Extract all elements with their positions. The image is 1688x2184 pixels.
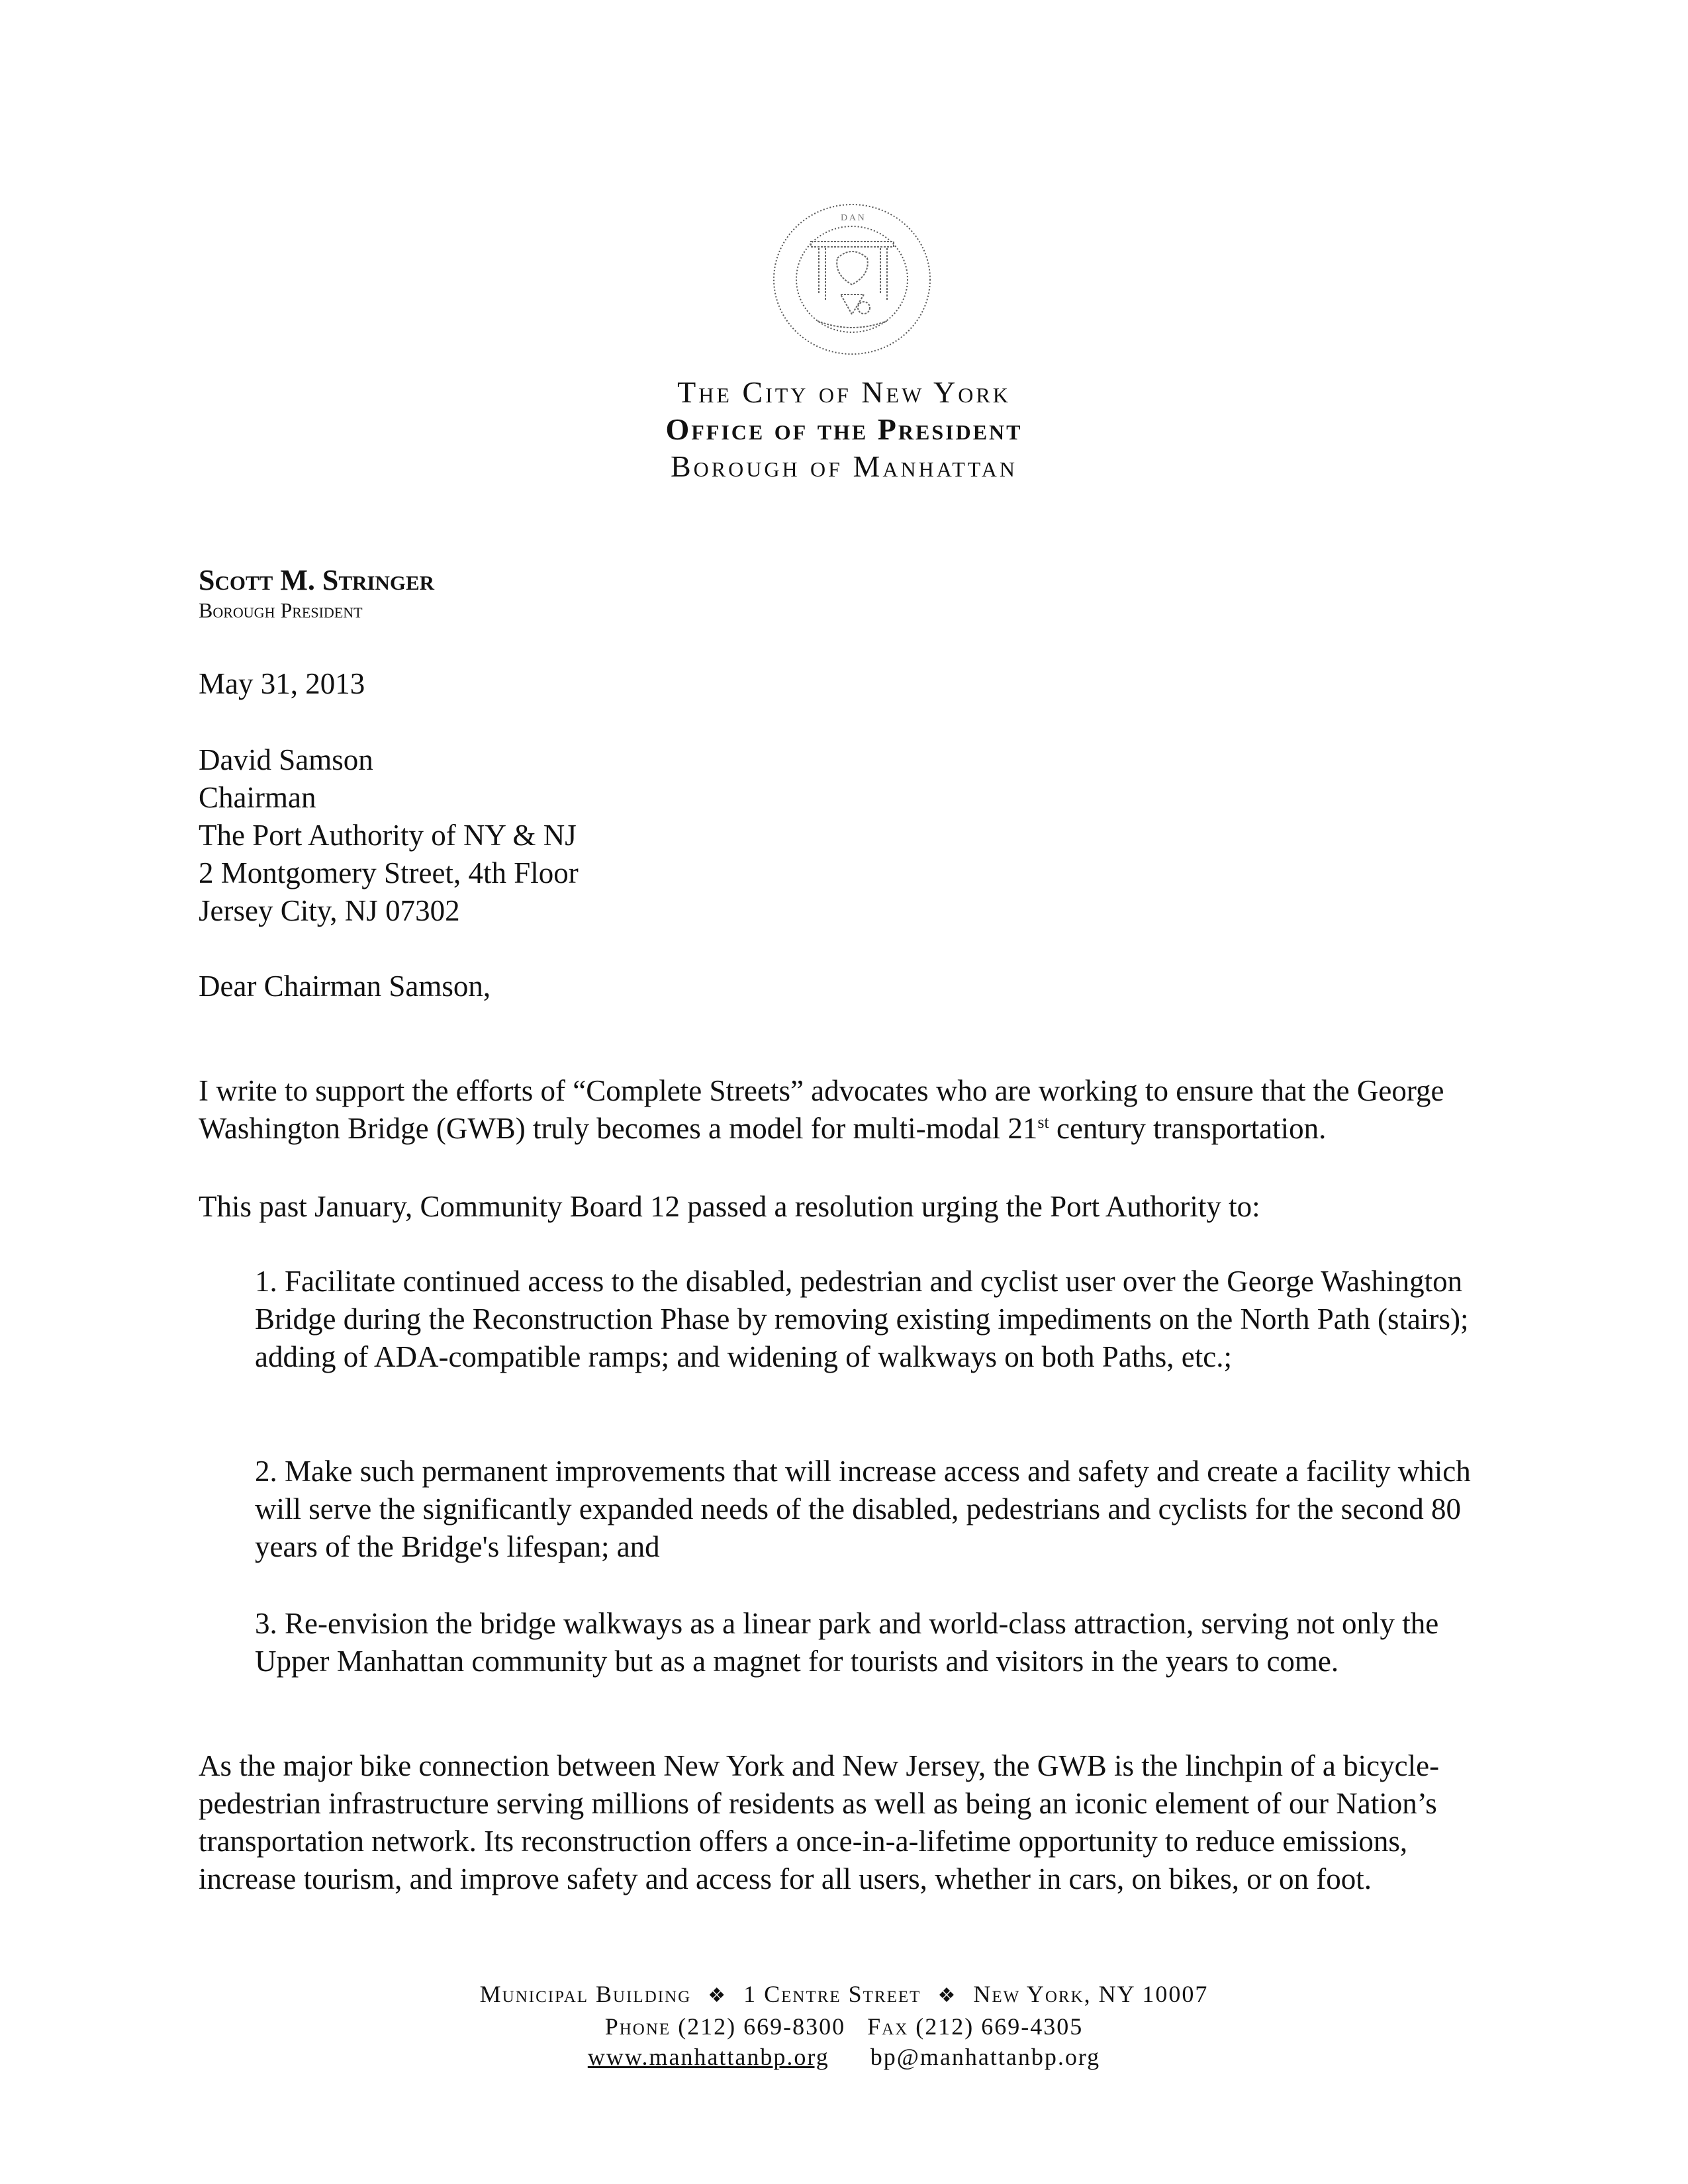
paragraph-intro-text-end: century transportation. <box>1049 1112 1327 1145</box>
footer-address-line <box>0 1979 1688 2011</box>
svg-text:D A N: D A N <box>841 213 865 223</box>
paragraph-intro-text: I write to support the efforts of “Complete Streets” advocates who are working to ensure that the George Washington Bridge (GWB) truly becomes a model for multi-modal 21 <box>199 1074 1444 1145</box>
letterhead-office: Office of the President <box>665 412 1023 446</box>
sender-block <box>199 564 434 623</box>
recipient-street: 2 Montgomery Street, 4th Floor <box>199 856 579 889</box>
ordinal-superscript: st <box>1037 1113 1049 1132</box>
recipient-address <box>199 741 1496 930</box>
recipient-organization: The Port Authority of NY & NJ <box>199 819 577 852</box>
paragraph-gwb-importance: As the major bike connection between New York and New Jersey, the GWB is the linchpin of a bicycle-pedestrian infrastructure serving millions of residents as well as being an iconic element of our Nation’s transportation network. Its reconstruction offers a once-in-a-lifetime opportunity to reduce emissions, increase tourism, and improve safety and access for all users, whether in cars, on bikes, or on foot. <box>199 1749 1440 1895</box>
letterhead-borough: Borough of Manhattan <box>670 449 1018 483</box>
fax-number: (212) 669-4305 <box>915 2013 1084 2040</box>
letterhead <box>0 374 1688 485</box>
recipient-city: Jersey City, NJ 07302 <box>199 894 460 927</box>
paragraph-intro <box>199 1072 1496 1148</box>
recipient-title: Chairman <box>199 781 316 814</box>
diamond-separator-icon: ❖ <box>708 1985 727 2007</box>
sender-name: Scott M. Stringer <box>199 564 435 596</box>
website-link[interactable]: www.manhattanbp.org <box>587 2044 829 2070</box>
letter-date: May 31, 2013 <box>199 667 365 700</box>
fax-label: Fax <box>867 2013 909 2040</box>
resolution-item-2: 2. Make such permanent improvements that will increase access and safety and create a facility which will serve the significantly expanded needs of the disabled, pedestrians and cyclists for the second 80 years of the Bridge's lifespan; and <box>255 1455 1471 1563</box>
diamond-separator-icon: ❖ <box>937 1985 957 2007</box>
footer-street: 1 Centre Street <box>743 1981 921 2007</box>
phone-label: Phone <box>604 2013 671 2040</box>
footer-web-line <box>0 2042 1688 2072</box>
letterhead-footer <box>0 1979 1688 2072</box>
email-address: bp@manhattanbp.org <box>870 2044 1101 2070</box>
paragraph-resolution-intro: This past January, Community Board 12 passed a resolution urging the Port Authority to: <box>199 1190 1260 1223</box>
letterhead-city: The City of New York <box>677 375 1011 409</box>
footer-city: New York, NY 10007 <box>973 1981 1209 2007</box>
borough-president-seal-icon <box>771 202 933 357</box>
salutation: Dear Chairman Samson, <box>199 970 491 1003</box>
resolution-item-1: 1. Facilitate continued access to the disabled, pedestrian and cyclist user over the George Washington Bridge during the Reconstruction Phase by removing existing impediments on the North Path (stairs); adding of ADA-compatible ramps; and widening of walkways on both Paths, etc.; <box>255 1265 1469 1373</box>
footer-building: Municipal Building <box>479 1981 692 2007</box>
recipient-name: David Samson <box>199 743 373 776</box>
resolution-item-3: 3. Re-envision the bridge walkways as a linear park and world-class attraction, serving not only the Upper Manhattan community but as a magnet for tourists and visitors in the years to come. <box>255 1607 1439 1678</box>
sender-title: Borough President <box>199 598 363 622</box>
footer-contact-line <box>0 2011 1688 2042</box>
phone-number: (212) 669-8300 <box>678 2013 846 2040</box>
